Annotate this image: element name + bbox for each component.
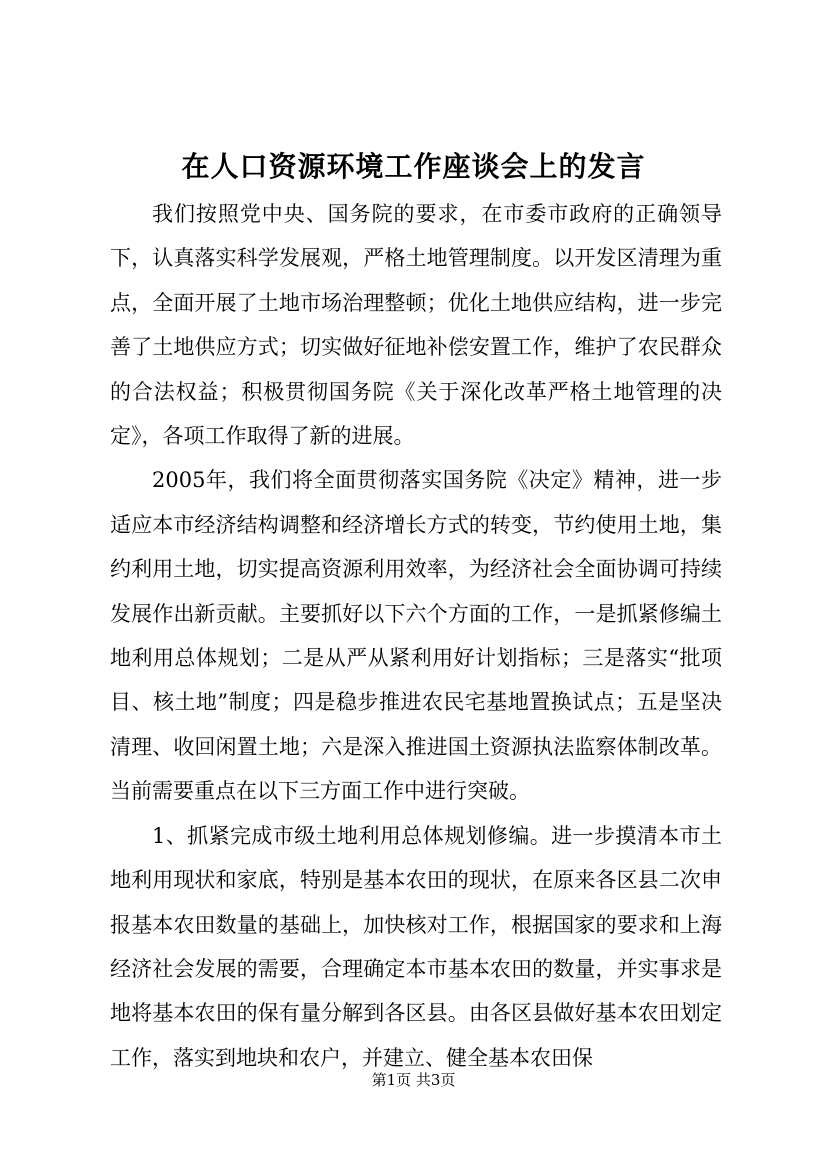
paragraph-3: 1、抓紧完成市级土地利用总体规划修编。进一步摸清本市土地利用现状和家底，特别是基本农田的现状，在原来各区县二次申报基本农田数量的基础上，加快核对工作，根据国家的要求和上海经济社会发展的需要，合理确定本市基本农田的数量，并实事求是地将基本农田的保有量分解到各区县。由各区县做好基本农田划定工作，落实到地块和农户，并建立、健全基本农田保 — [110, 823, 722, 1070]
paragraph-2: 2005年，我们将全面贯彻落实国务院《决定》精神，进一步适应本市经济结构调整和经济增长方式的转变，节约使用土地，集约利用土地，切实提高资源利用效率，为经济社会全面协调可持续发展作出新贡献。主要抓好以下六个方面的工作，一是抓紧修编土地利用总体规划；二是从严从紧利用好计划指标；三是落实“批项目、核土地”制度；四是稳步推进农民宅基地置换试点；五是坚决清理、收回闲置土地；六是深入推进国土资源执法监察体制改革。当前需要重点在以下三方面工作中进行突破。 — [110, 468, 722, 804]
document-title: 在人口资源环境工作座谈会上的发言 — [181, 150, 646, 183]
paragraph-1: 我们按照党中央、国务院的要求，在市委市政府的正确领导下，认真落实科学发展观，严格土地管理制度。以开发区清理为重点，全面开展了土地市场治理整顿；优化土地供应结构，进一步完善了土地供应方式；切实做好征地补偿安置工作，维护了农民群众的合法权益；积极贯彻国务院《关于深化改革严格土地管理的决定》，各项工作取得了新的进展。 — [110, 202, 722, 449]
page-number-footer: 第1页 共3页 — [371, 1071, 456, 1089]
document-body — [110, 192, 722, 1080]
